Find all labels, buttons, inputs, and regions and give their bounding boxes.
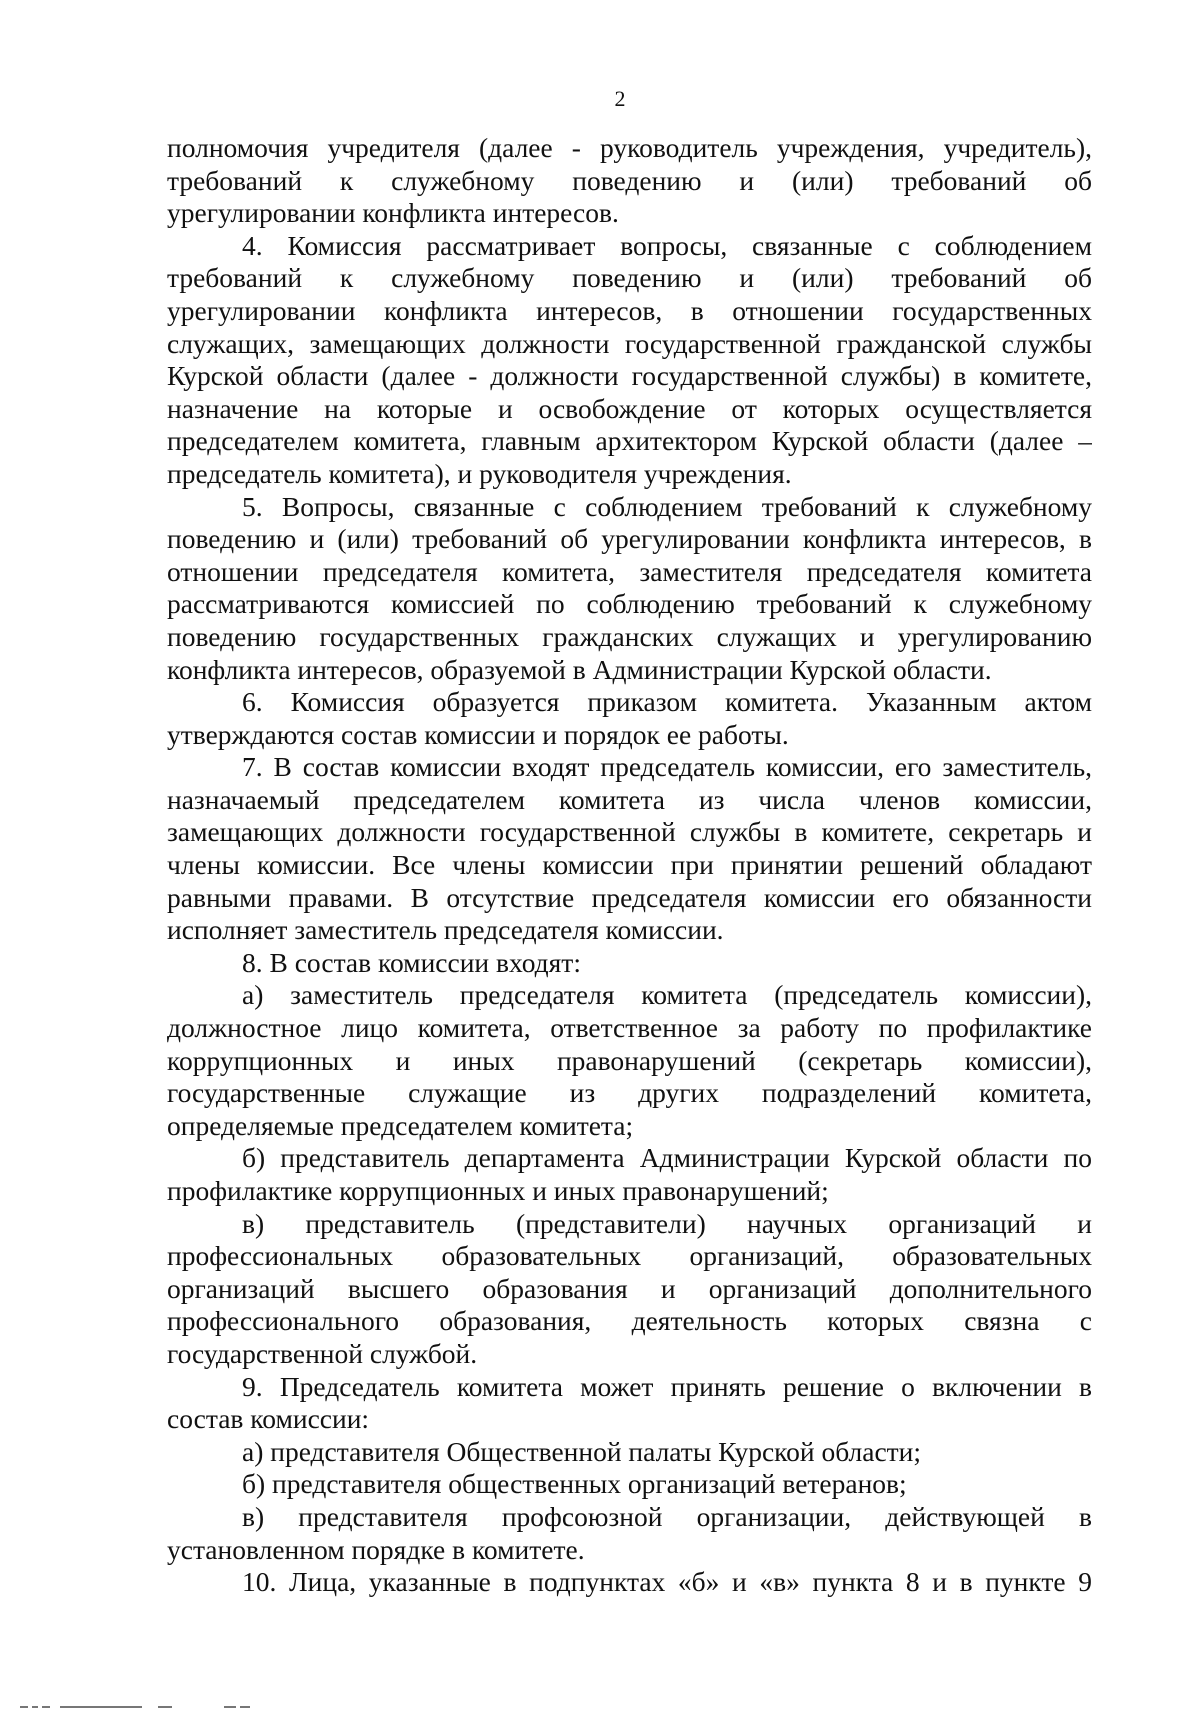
text-line: назначаемый председателем комитета из числа членов комиссии, bbox=[167, 783, 1092, 815]
text-line: председателем комитета, главным архитектором Курской области (далее – bbox=[167, 425, 1092, 457]
text-line: назначение на которые и освобождение от которых осуществляется bbox=[167, 392, 1092, 424]
text-line: требований к служебному поведению и (или) требований об bbox=[167, 262, 1092, 294]
text-line: служащих, замещающих должности государственной гражданской службы bbox=[167, 327, 1092, 359]
text-line: полномочия учредителя (далее - руководитель учреждения, учредитель), bbox=[167, 132, 1092, 163]
text-line: поведению и (или) требований об урегулировании конфликта интересов, в bbox=[167, 523, 1092, 555]
text-line: Курской области (далее - должности государственной службы) в комитете, bbox=[167, 360, 1092, 392]
text-line: профессионального образования, деятельность которых связна с bbox=[167, 1305, 1092, 1337]
text-line: 9. Председатель комитета может принять решение о включении в bbox=[242, 1370, 1092, 1402]
text-line: коррупционных и иных правонарушений (секретарь комиссии), bbox=[167, 1044, 1092, 1076]
text-line: в) представителя профсоюзной организации, действующей в bbox=[242, 1500, 1092, 1532]
text-line: требований к служебному поведению и (или) требований об bbox=[167, 164, 1092, 196]
text-line: государственные служащие из других подразделений комитета, bbox=[167, 1077, 1092, 1109]
text-line: урегулировании конфликта интересов, в отношении государственных bbox=[167, 294, 1092, 326]
document-body bbox=[167, 132, 1092, 1599]
text-line: утверждаются состав комиссии и порядок ее работы. bbox=[167, 718, 789, 750]
scan-footer-marks bbox=[20, 1706, 280, 1712]
text-line: поведению государственных гражданских служащих и урегулированию bbox=[167, 620, 1092, 652]
text-line: рассматриваются комиссией по соблюдению требований к служебному bbox=[167, 588, 1092, 620]
text-line: урегулировании конфликта интересов. bbox=[167, 197, 619, 229]
text-line: профессиональных образовательных организаций, образовательных bbox=[167, 1240, 1092, 1272]
text-line: 7. В состав комиссии входят председатель комиссии, его заместитель, bbox=[242, 751, 1092, 783]
text-line: должностное лицо комитета, ответственное за работу по профилактике bbox=[167, 1012, 1092, 1044]
text-line: конфликта интересов, образуемой в Администрации Курской области. bbox=[167, 653, 992, 685]
text-line: члены комиссии. Все члены комиссии при принятии решений обладают bbox=[167, 849, 1092, 881]
text-line: состав комиссии: bbox=[167, 1403, 370, 1435]
text-line: 4. Комиссия рассматривает вопросы, связанные с соблюдением bbox=[242, 229, 1092, 261]
text-line: 10. Лица, указанные в подпунктах «б» и «в» пункта 8 и в пункте 9 bbox=[242, 1566, 1092, 1598]
text-line: а) заместитель председателя комитета (председатель комиссии), bbox=[242, 979, 1092, 1011]
page-number: 2 bbox=[614, 86, 626, 111]
text-line: организаций высшего образования и организаций дополнительного bbox=[167, 1272, 1092, 1304]
text-line: государственной службой. bbox=[167, 1337, 478, 1369]
text-line: установленном порядке в комитете. bbox=[167, 1533, 585, 1565]
text-line: 8. В состав комиссии входят: bbox=[242, 946, 581, 978]
text-line: исполняет заместитель председателя комиссии. bbox=[167, 914, 724, 946]
text-line: в) представитель (представители) научных организаций и bbox=[242, 1207, 1092, 1239]
text-line: 5. Вопросы, связанные с соблюдением требований к служебному bbox=[242, 490, 1092, 522]
text-line: замещающих должности государственной службы в комитете, секретарь и bbox=[167, 816, 1092, 848]
text-line: а) представителя Общественной палаты Курской области; bbox=[242, 1435, 922, 1467]
text-line: определяемые председателем комитета; bbox=[167, 1109, 634, 1141]
text-line: 6. Комиссия образуется приказом комитета. Указанным актом bbox=[242, 686, 1092, 718]
text-line: отношении председателя комитета, заместителя председателя комитета bbox=[167, 555, 1092, 587]
text-line: б) представителя общественных организаций ветеранов; bbox=[242, 1468, 907, 1500]
text-line: профилактике коррупционных и иных правонарушений; bbox=[167, 1175, 829, 1206]
text-line: равными правами. В отсутствие председателя комиссии его обязанности bbox=[167, 881, 1092, 913]
text-line: б) представитель департамента Администрации Курской области по bbox=[242, 1142, 1092, 1174]
text-line: председатель комитета), и руководителя учреждения. bbox=[167, 457, 792, 489]
